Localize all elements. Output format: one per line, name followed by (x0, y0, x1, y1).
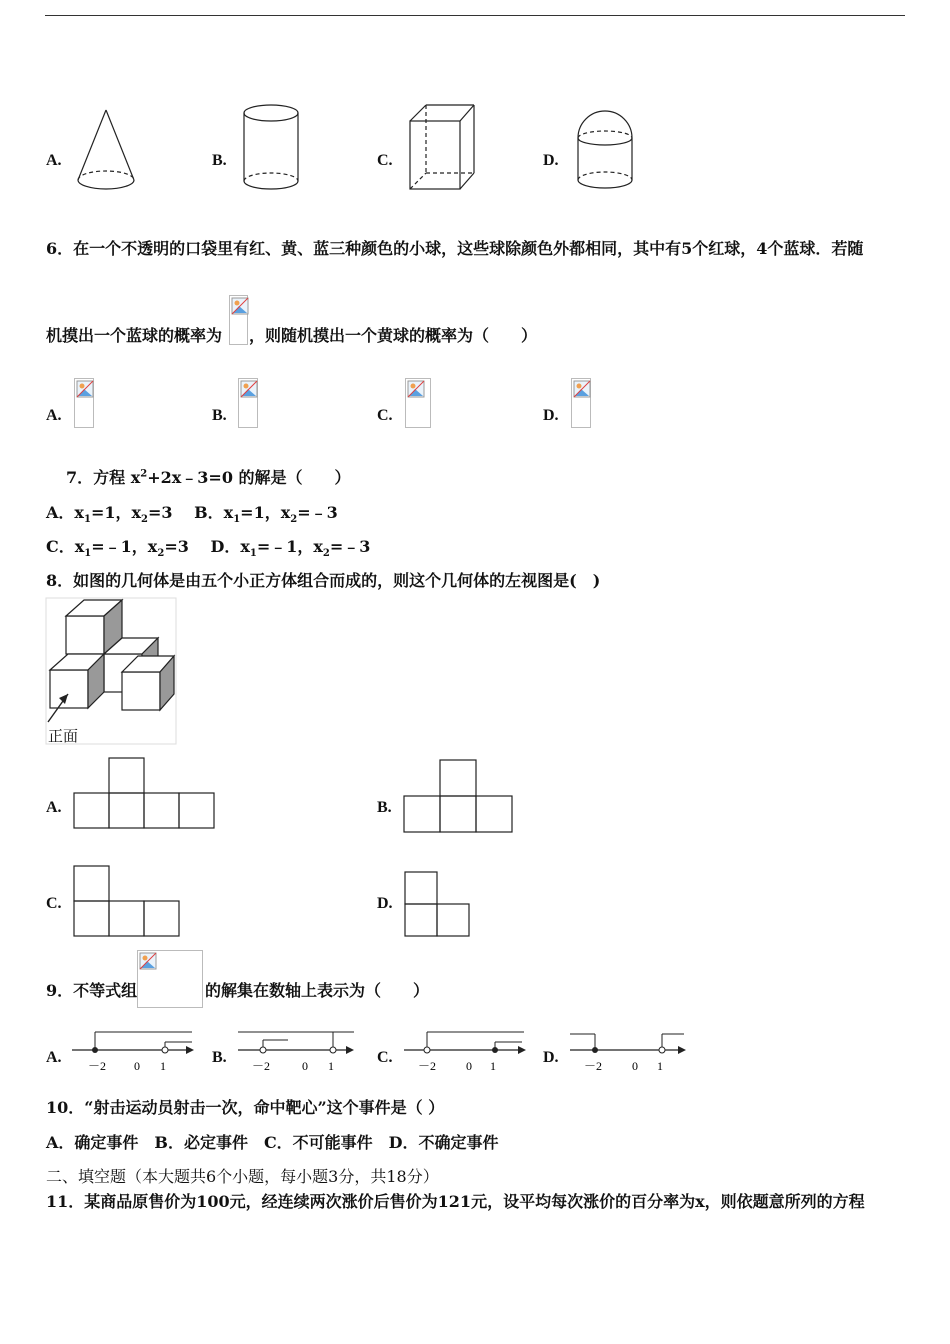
svg-text:0: 0 (466, 1059, 472, 1073)
q9-option-c-label: C. (377, 1049, 393, 1066)
svg-text:1: 1 (328, 1059, 334, 1073)
q9-option-d-numberline (568, 1030, 692, 1074)
q7-option-b: B．$x_1=1$，$x_2=﹣3$ (194, 503, 338, 526)
q9-option-b-numberline (236, 1030, 360, 1074)
cone-figure (75, 108, 137, 194)
q6-line2-end: ，则随机摸出一个黄球的概率为（ ） (249, 326, 538, 345)
q8-stem: 8．如图的几何体是由五个小正方体组合而成的，则这个几何体的左视图是( ) (46, 571, 601, 590)
q9-option-c-numberline (402, 1030, 528, 1074)
q9-stem-start: 9．不等式组 (46, 981, 138, 1000)
q8-option-b-label: B. (377, 799, 392, 816)
q8-option-d-label: D. (377, 895, 393, 912)
broken-image-icon (140, 953, 156, 969)
q8-option-c-figure (73, 865, 181, 937)
front-label: 正面 (48, 727, 79, 745)
q9-stem-end: 的解集在数轴上表示为（ ） (205, 981, 430, 1000)
svg-text:－2: －2 (252, 1059, 271, 1073)
q8-option-a-label: A. (46, 799, 62, 816)
q8-option-d-figure (404, 871, 472, 937)
broken-image-icon (232, 298, 248, 314)
section-heading: 二、填空题（本大题共6个小题，每小题3分，共18分） (46, 1167, 439, 1186)
q7-stem: 7．方程 $x^2+2x﹣3=0$ 的解是（ ） (66, 468, 351, 487)
svg-text:0: 0 (134, 1059, 140, 1073)
top-rule (45, 15, 905, 16)
q6-line1: 6．在一个不透明的口袋里有红、黄、蓝三种颜色的小球，这些球除颜色外都相同，其中有5个红球，4个蓝球．若随 (46, 239, 864, 258)
q9-option-b-label: B. (212, 1049, 227, 1066)
q8-option-a-figure (73, 757, 217, 829)
broken-image-icon (408, 381, 424, 397)
q6-option-d-label: D. (543, 407, 559, 424)
q10-options: A．确定事件 B．必定事件 C．不可能事件 D．不确定事件 (46, 1133, 499, 1152)
q8-option-b-figure (403, 759, 513, 833)
q7-options-row1 (46, 500, 338, 525)
q9-option-a-label: A. (46, 1049, 62, 1066)
q6-option-c-image (405, 378, 431, 428)
q10-stem: 10．“射击运动员射击一次，命中靶心”这个事件是（ ） (46, 1098, 445, 1117)
q6-option-a-label: A. (46, 407, 62, 424)
svg-text:－2: －2 (88, 1059, 107, 1073)
hemisphere-cylinder-figure (574, 108, 636, 194)
q9-option-d-label: D. (543, 1049, 559, 1066)
q6-fraction-image (229, 295, 248, 345)
q6-option-a-image (74, 378, 94, 428)
q9-inequality-image (137, 950, 203, 1008)
q7-option-c: C．$x_1=﹣1$，$x_2=3$ (46, 537, 189, 560)
svg-text:0: 0 (302, 1059, 308, 1073)
svg-text:1: 1 (657, 1059, 663, 1073)
q6-option-d-image (571, 378, 591, 428)
broken-image-icon (574, 381, 590, 397)
q8-cubes-figure (46, 598, 178, 746)
q9-option-a-numberline (70, 1030, 194, 1074)
q6-line2-start: 机摸出一个蓝球的概率为 (46, 326, 223, 345)
cylinder-figure (242, 103, 302, 193)
q5-option-d-label: D. (543, 152, 559, 169)
q5-option-b-label: B. (212, 152, 227, 169)
svg-text:0: 0 (632, 1059, 638, 1073)
q7-options-row2 (46, 534, 370, 559)
q6-option-b-label: B. (212, 407, 227, 424)
svg-text:1: 1 (490, 1059, 496, 1073)
broken-image-icon (241, 381, 257, 397)
q6-option-b-image (238, 378, 258, 428)
svg-text:－2: －2 (584, 1059, 603, 1073)
q6-option-c-label: C. (377, 407, 393, 424)
q5-option-c-label: C. (377, 152, 393, 169)
svg-text:1: 1 (160, 1059, 166, 1073)
q8-option-c-label: C. (46, 895, 62, 912)
q5-option-a-label: A. (46, 152, 62, 169)
cuboid-figure (408, 103, 476, 193)
broken-image-icon (77, 381, 93, 397)
svg-text:－2: －2 (418, 1059, 437, 1073)
q11-stem: 11．某商品原售价为100元，经连续两次涨价后售价为121元，设平均每次涨价的百分率为x，则依题意所列的方程 (46, 1192, 865, 1211)
q7-option-d: D．$x_1=﹣1$，$x_2=﹣3$ (210, 537, 371, 560)
q7-option-a: A．$x_1=1$，$x_2=3$ (46, 503, 173, 526)
